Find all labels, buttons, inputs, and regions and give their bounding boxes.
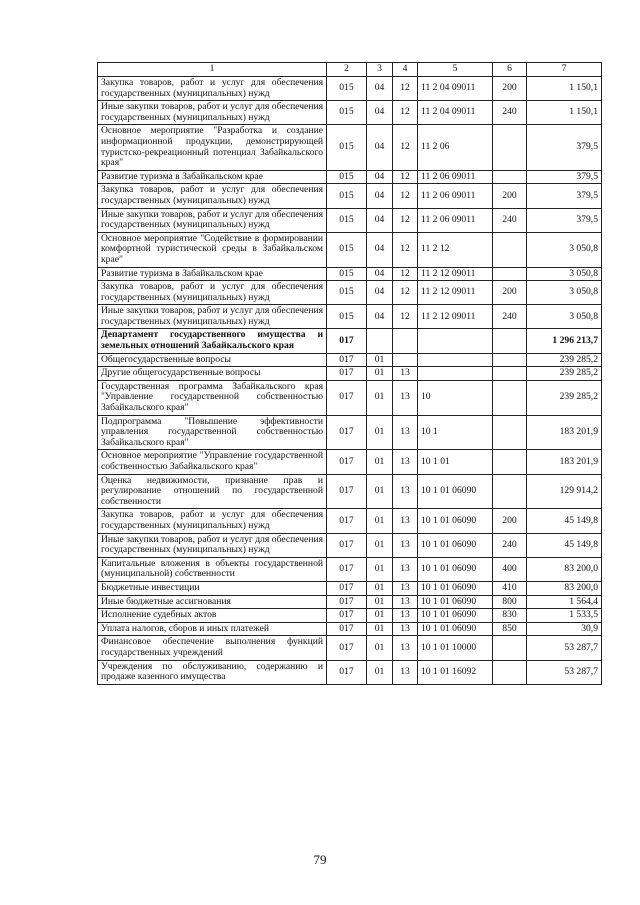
row-name: Финансовое обеспечение выполнения функций государственных учреждений xyxy=(98,636,327,660)
row-amount: 183 201,9 xyxy=(527,415,602,450)
row-ministry-code: 015 xyxy=(327,170,367,184)
row-name: Подпрограмма "Повышение эффективности управления государственной собственностью Забайкальского края" xyxy=(98,415,327,450)
row-section-code: 01 xyxy=(367,636,393,660)
table-row xyxy=(98,636,602,660)
row-target-article xyxy=(418,329,493,353)
row-amount: 45 149,8 xyxy=(527,509,602,533)
table-row xyxy=(98,415,602,450)
row-amount: 129 914,2 xyxy=(527,474,602,509)
row-section-code: 01 xyxy=(367,415,393,450)
row-target-article: 10 1 01 06090 xyxy=(418,509,493,533)
row-section-code: 01 xyxy=(367,509,393,533)
row-expense-type: 850 xyxy=(493,622,527,636)
table-row xyxy=(98,170,602,184)
row-subsection-code: 12 xyxy=(393,267,418,281)
row-section-code: 04 xyxy=(367,267,393,281)
row-ministry-code: 015 xyxy=(327,101,367,125)
row-section-code: 01 xyxy=(367,660,393,684)
row-ministry-code: 015 xyxy=(327,184,367,208)
table-row xyxy=(98,353,602,367)
row-ministry-code: 015 xyxy=(327,208,367,232)
table-body xyxy=(98,77,602,685)
row-expense-type: 240 xyxy=(493,101,527,125)
row-amount: 1 150,1 xyxy=(527,101,602,125)
row-subsection-code: 12 xyxy=(393,170,418,184)
row-subsection-code: 13 xyxy=(393,450,418,474)
table-row xyxy=(98,660,602,684)
row-expense-type xyxy=(493,353,527,367)
row-section-code: 01 xyxy=(367,595,393,609)
row-section-code: 04 xyxy=(367,184,393,208)
row-subsection-code: 13 xyxy=(393,581,418,595)
row-section-code: 04 xyxy=(367,101,393,125)
row-name: Бюджетные инвестиции xyxy=(98,581,327,595)
row-expense-type: 410 xyxy=(493,581,527,595)
row-name: Учреждения по обслуживанию, содержанию и продаже казенного имущества xyxy=(98,660,327,684)
row-target-article: 11 2 12 09011 xyxy=(418,281,493,305)
row-name: Основное мероприятие "Разработка и создание информационной продукции, демонстрирующей туристско-рекреационный потенциал Забайкальского края" xyxy=(98,125,327,170)
row-section-code: 01 xyxy=(367,622,393,636)
row-expense-type xyxy=(493,660,527,684)
row-section-code: 01 xyxy=(367,581,393,595)
row-ministry-code: 017 xyxy=(327,660,367,684)
row-amount: 379,5 xyxy=(527,125,602,170)
table-row xyxy=(98,77,602,101)
row-name: Иные закупки товаров, работ и услуг для обеспечения государственных (муниципальных) нужд xyxy=(98,101,327,125)
row-section-code: 04 xyxy=(367,281,393,305)
table-row xyxy=(98,581,602,595)
row-expense-type xyxy=(493,367,527,381)
row-name: Иные закупки товаров, работ и услуг для обеспечения государственных (муниципальных) нужд xyxy=(98,305,327,329)
row-ministry-code: 017 xyxy=(327,329,367,353)
row-amount: 83 200,0 xyxy=(527,557,602,581)
row-section-code: 01 xyxy=(367,380,393,415)
row-section-code: 01 xyxy=(367,533,393,557)
row-name: Закупка товаров, работ и услуг для обеспечения государственных (муниципальных) нужд xyxy=(98,281,327,305)
table-row xyxy=(98,281,602,305)
row-amount: 45 149,8 xyxy=(527,533,602,557)
row-amount: 239 285,2 xyxy=(527,353,602,367)
row-name: Капитальные вложения в объекты государственной (муниципальной) собственности xyxy=(98,557,327,581)
row-target-article xyxy=(418,353,493,367)
row-ministry-code: 017 xyxy=(327,636,367,660)
table-row xyxy=(98,232,602,267)
row-amount: 239 285,2 xyxy=(527,380,602,415)
row-target-article: 11 2 06 09011 xyxy=(418,184,493,208)
row-expense-type: 240 xyxy=(493,208,527,232)
row-subsection-code: 12 xyxy=(393,208,418,232)
row-target-article: 10 1 01 xyxy=(418,450,493,474)
header-col-1: 1 xyxy=(98,63,327,77)
row-name: Уплата налогов, сборов и иных платежей xyxy=(98,622,327,636)
row-expense-type xyxy=(493,474,527,509)
row-ministry-code: 015 xyxy=(327,305,367,329)
row-target-article: 11 2 06 09011 xyxy=(418,208,493,232)
row-amount: 53 287,7 xyxy=(527,636,602,660)
row-ministry-code: 017 xyxy=(327,415,367,450)
row-name: Закупка товаров, работ и услуг для обеспечения государственных (муниципальных) нужд xyxy=(98,77,327,101)
row-name: Оценка недвижимости, признание прав и регулирование отношений по государственной собственности xyxy=(98,474,327,509)
row-name: Основное мероприятие "Содействие в формировании комфортной туристической среды в Забайкальском крае" xyxy=(98,232,327,267)
row-expense-type xyxy=(493,450,527,474)
row-target-article: 10 1 01 10000 xyxy=(418,636,493,660)
row-subsection-code: 13 xyxy=(393,609,418,623)
row-target-article: 11 2 06 09011 xyxy=(418,170,493,184)
row-subsection-code: 13 xyxy=(393,595,418,609)
row-amount: 379,5 xyxy=(527,184,602,208)
row-expense-type xyxy=(493,380,527,415)
row-target-article: 11 2 06 xyxy=(418,125,493,170)
row-target-article: 10 1 01 06090 xyxy=(418,595,493,609)
row-expense-type: 200 xyxy=(493,509,527,533)
row-name: Развитие туризма в Забайкальском крае xyxy=(98,267,327,281)
row-ministry-code: 017 xyxy=(327,533,367,557)
row-subsection-code xyxy=(393,329,418,353)
table-row xyxy=(98,474,602,509)
row-subsection-code: 12 xyxy=(393,184,418,208)
row-amount: 30,9 xyxy=(527,622,602,636)
row-subsection-code: 13 xyxy=(393,533,418,557)
row-name: Закупка товаров, работ и услуг для обеспечения государственных (муниципальных) нужд xyxy=(98,509,327,533)
row-subsection-code: 12 xyxy=(393,101,418,125)
row-section-code: 01 xyxy=(367,353,393,367)
row-amount: 379,5 xyxy=(527,208,602,232)
row-ministry-code: 017 xyxy=(327,595,367,609)
row-amount: 3 050,8 xyxy=(527,267,602,281)
row-name: Другие общегосударственные вопросы xyxy=(98,367,327,381)
row-expense-type: 400 xyxy=(493,557,527,581)
row-name: Государственная программа Забайкальского края "Управление государственной собственностью Забайкальского края" xyxy=(98,380,327,415)
row-target-article: 10 xyxy=(418,380,493,415)
row-section-code: 04 xyxy=(367,77,393,101)
row-target-article: 10 1 xyxy=(418,415,493,450)
row-target-article: 10 1 01 06090 xyxy=(418,557,493,581)
row-expense-type: 830 xyxy=(493,609,527,623)
row-subsection-code: 13 xyxy=(393,415,418,450)
row-name: Исполнение судебных актов xyxy=(98,609,327,623)
row-target-article: 10 1 01 06090 xyxy=(418,622,493,636)
table-row xyxy=(98,267,602,281)
row-subsection-code: 12 xyxy=(393,125,418,170)
row-expense-type: 240 xyxy=(493,533,527,557)
table-row xyxy=(98,509,602,533)
header-col-4: 4 xyxy=(393,63,418,77)
row-ministry-code: 017 xyxy=(327,557,367,581)
page-number: 79 xyxy=(313,852,327,867)
row-expense-type: 800 xyxy=(493,595,527,609)
row-name: Иные закупки товаров, работ и услуг для обеспечения государственных (муниципальных) нужд xyxy=(98,533,327,557)
row-section-code: 04 xyxy=(367,232,393,267)
row-target-article: 10 1 01 06090 xyxy=(418,609,493,623)
row-amount: 53 287,7 xyxy=(527,660,602,684)
row-subsection-code: 13 xyxy=(393,557,418,581)
table-row xyxy=(98,208,602,232)
row-expense-type xyxy=(493,232,527,267)
row-subsection-code: 13 xyxy=(393,367,418,381)
row-expense-type: 200 xyxy=(493,281,527,305)
table-row xyxy=(98,450,602,474)
header-col-3: 3 xyxy=(367,63,393,77)
row-subsection-code: 13 xyxy=(393,636,418,660)
table-row xyxy=(98,380,602,415)
row-expense-type xyxy=(493,329,527,353)
table-row xyxy=(98,622,602,636)
header-row xyxy=(98,63,602,77)
budget-table xyxy=(97,62,602,685)
table-row xyxy=(98,367,602,381)
table-row xyxy=(98,184,602,208)
row-amount: 83 200,0 xyxy=(527,581,602,595)
row-expense-type: 200 xyxy=(493,77,527,101)
row-amount: 3 050,8 xyxy=(527,232,602,267)
row-expense-type: 200 xyxy=(493,184,527,208)
row-name: Развитие туризма в Забайкальском крае xyxy=(98,170,327,184)
row-name: Иные закупки товаров, работ и услуг для обеспечения государственных (муниципальных) нужд xyxy=(98,208,327,232)
row-expense-type xyxy=(493,125,527,170)
row-ministry-code: 015 xyxy=(327,232,367,267)
row-target-article: 11 2 04 09011 xyxy=(418,77,493,101)
row-subsection-code: 13 xyxy=(393,622,418,636)
table-row xyxy=(98,533,602,557)
row-ministry-code: 017 xyxy=(327,581,367,595)
row-ministry-code: 015 xyxy=(327,281,367,305)
row-ministry-code: 017 xyxy=(327,380,367,415)
row-subsection-code: 12 xyxy=(393,232,418,267)
row-name: Общегосударственные вопросы xyxy=(98,353,327,367)
row-target-article: 10 1 01 16092 xyxy=(418,660,493,684)
row-subsection-code: 12 xyxy=(393,305,418,329)
row-subsection-code: 13 xyxy=(393,660,418,684)
row-section-code xyxy=(367,329,393,353)
row-expense-type: 240 xyxy=(493,305,527,329)
row-target-article: 11 2 12 xyxy=(418,232,493,267)
row-ministry-code: 017 xyxy=(327,474,367,509)
row-amount: 239 285,2 xyxy=(527,367,602,381)
row-amount: 1 564,4 xyxy=(527,595,602,609)
row-expense-type xyxy=(493,636,527,660)
table-row xyxy=(98,557,602,581)
header-col-2: 2 xyxy=(327,63,367,77)
row-section-code: 04 xyxy=(367,170,393,184)
row-subsection-code: 12 xyxy=(393,281,418,305)
table-row xyxy=(98,609,602,623)
row-ministry-code: 017 xyxy=(327,367,367,381)
row-subsection-code: 13 xyxy=(393,474,418,509)
row-target-article: 10 1 01 06090 xyxy=(418,533,493,557)
row-ministry-code: 017 xyxy=(327,353,367,367)
row-target-article: 11 2 04 09011 xyxy=(418,101,493,125)
row-ministry-code: 017 xyxy=(327,509,367,533)
row-amount: 379,5 xyxy=(527,170,602,184)
row-name: Иные бюджетные ассигнования xyxy=(98,595,327,609)
table-row xyxy=(98,595,602,609)
row-ministry-code: 017 xyxy=(327,450,367,474)
row-ministry-code: 015 xyxy=(327,77,367,101)
table-row xyxy=(98,125,602,170)
row-expense-type xyxy=(493,415,527,450)
row-section-code: 01 xyxy=(367,450,393,474)
row-amount: 3 050,8 xyxy=(527,281,602,305)
table-row xyxy=(98,101,602,125)
row-amount: 1 533,5 xyxy=(527,609,602,623)
row-amount: 1 150,1 xyxy=(527,77,602,101)
table-row xyxy=(98,329,602,353)
row-amount: 3 050,8 xyxy=(527,305,602,329)
row-ministry-code: 017 xyxy=(327,622,367,636)
row-target-article: 11 2 12 09011 xyxy=(418,305,493,329)
row-ministry-code: 015 xyxy=(327,125,367,170)
table-row xyxy=(98,305,602,329)
row-target-article: 10 1 01 06090 xyxy=(418,474,493,509)
row-section-code: 01 xyxy=(367,474,393,509)
row-section-code: 04 xyxy=(367,125,393,170)
row-subsection-code: 12 xyxy=(393,77,418,101)
row-section-code: 04 xyxy=(367,305,393,329)
header-col-7: 7 xyxy=(527,63,602,77)
row-section-code: 04 xyxy=(367,208,393,232)
row-subsection-code: 13 xyxy=(393,509,418,533)
row-expense-type xyxy=(493,267,527,281)
row-section-code: 01 xyxy=(367,557,393,581)
row-name: Департамент государственного имущества и земельных отношений Забайкальского края xyxy=(98,329,327,353)
header-col-6: 6 xyxy=(493,63,527,77)
row-name: Основное мероприятие "Управление государственной собственностью Забайкальского края" xyxy=(98,450,327,474)
row-amount: 183 201,9 xyxy=(527,450,602,474)
row-section-code: 01 xyxy=(367,367,393,381)
row-name: Закупка товаров, работ и услуг для обеспечения государственных (муниципальных) нужд xyxy=(98,184,327,208)
row-target-article xyxy=(418,367,493,381)
row-target-article: 10 1 01 06090 xyxy=(418,581,493,595)
row-subsection-code xyxy=(393,353,418,367)
row-target-article: 11 2 12 09011 xyxy=(418,267,493,281)
row-section-code: 01 xyxy=(367,609,393,623)
header-col-5: 5 xyxy=(418,63,493,77)
row-amount: 1 296 213,7 xyxy=(527,329,602,353)
row-subsection-code: 13 xyxy=(393,380,418,415)
row-ministry-code: 017 xyxy=(327,609,367,623)
row-ministry-code: 015 xyxy=(327,267,367,281)
row-expense-type xyxy=(493,170,527,184)
table-header xyxy=(98,63,602,77)
